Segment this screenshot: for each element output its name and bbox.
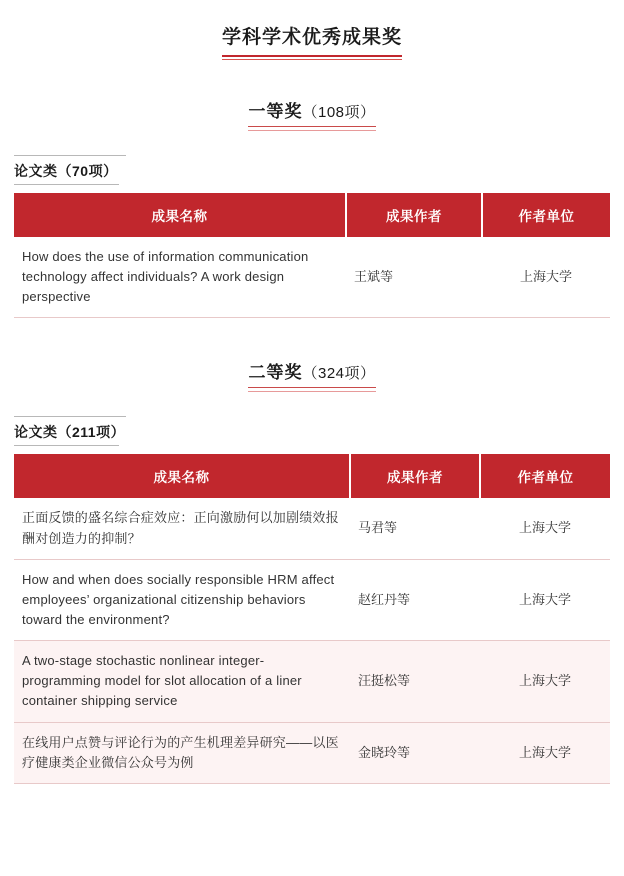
cell-title: 在线用户点赞与评论行为的产生机理差异研究——以医疗健康类企业微信公众号为例 [14,722,350,783]
category-label-text-1: 论文类（70项） [14,163,118,179]
cell-org: 上海大学 [480,559,610,640]
table-header-row [14,193,610,237]
category-label-1 [14,155,128,185]
table-header-row [14,454,610,498]
column-header-author: 成果作者 [350,454,480,498]
award-table-2-head [14,454,610,498]
cell-org: 上海大学 [480,722,610,783]
table-row [14,641,610,722]
cell-title: 正面反馈的盛名综合症效应：正向激励何以加剧绩效报酬对创造力的抑制？ [14,498,350,559]
cell-author: 马君等 [350,498,480,559]
column-header-title: 成果名称 [14,454,350,498]
award-level-heading-1 [0,97,624,129]
award-level-name-1: 一等奖 [248,102,303,121]
cell-author: 赵红丹等 [350,559,480,640]
cell-org: 上海大学 [480,641,610,722]
table-row [14,498,610,559]
award-level-heading-2 [0,358,624,390]
award-table-2 [14,454,610,783]
column-header-title: 成果名称 [14,193,346,237]
award-level-name-2: 二等奖 [248,363,303,383]
award-level-count-1: （108项） [302,104,376,121]
award-table-1-body [14,237,610,318]
table-row [14,237,610,318]
award-level-inner-1 [248,97,375,129]
page-title-container [0,0,624,57]
column-header-author: 成果作者 [346,193,482,237]
cell-org: 上海大学 [480,498,610,559]
table-row [14,559,610,640]
cell-title: A two-stage stochastic nonlinear integer-programming model for slot allocation of a liner container shipping service [14,641,350,722]
cell-title: How and when does socially responsible HRM affect employees’ organizational citizenship behaviors toward the environment? [14,559,350,640]
column-header-org: 作者单位 [482,193,610,237]
column-header-org: 作者单位 [480,454,610,498]
cell-author: 王斌等 [346,237,482,318]
award-table-1-head [14,193,610,237]
award-level-inner-2 [248,358,375,390]
category-label-text-2: 论文类（211项） [14,424,126,441]
page-title: 学科学术优秀成果奖 [222,22,402,57]
category-label-2 [14,416,135,446]
table-row [14,722,610,783]
cell-org: 上海大学 [482,237,610,318]
cell-author: 汪挺松等 [350,641,480,722]
award-table-2-body [14,498,610,783]
award-table-1 [14,193,610,318]
award-level-count-2: （324项） [302,365,376,383]
cell-author: 金晓玲等 [350,722,480,783]
cell-title: How does the use of information communication technology affect individuals? A work design perspective [14,237,346,318]
